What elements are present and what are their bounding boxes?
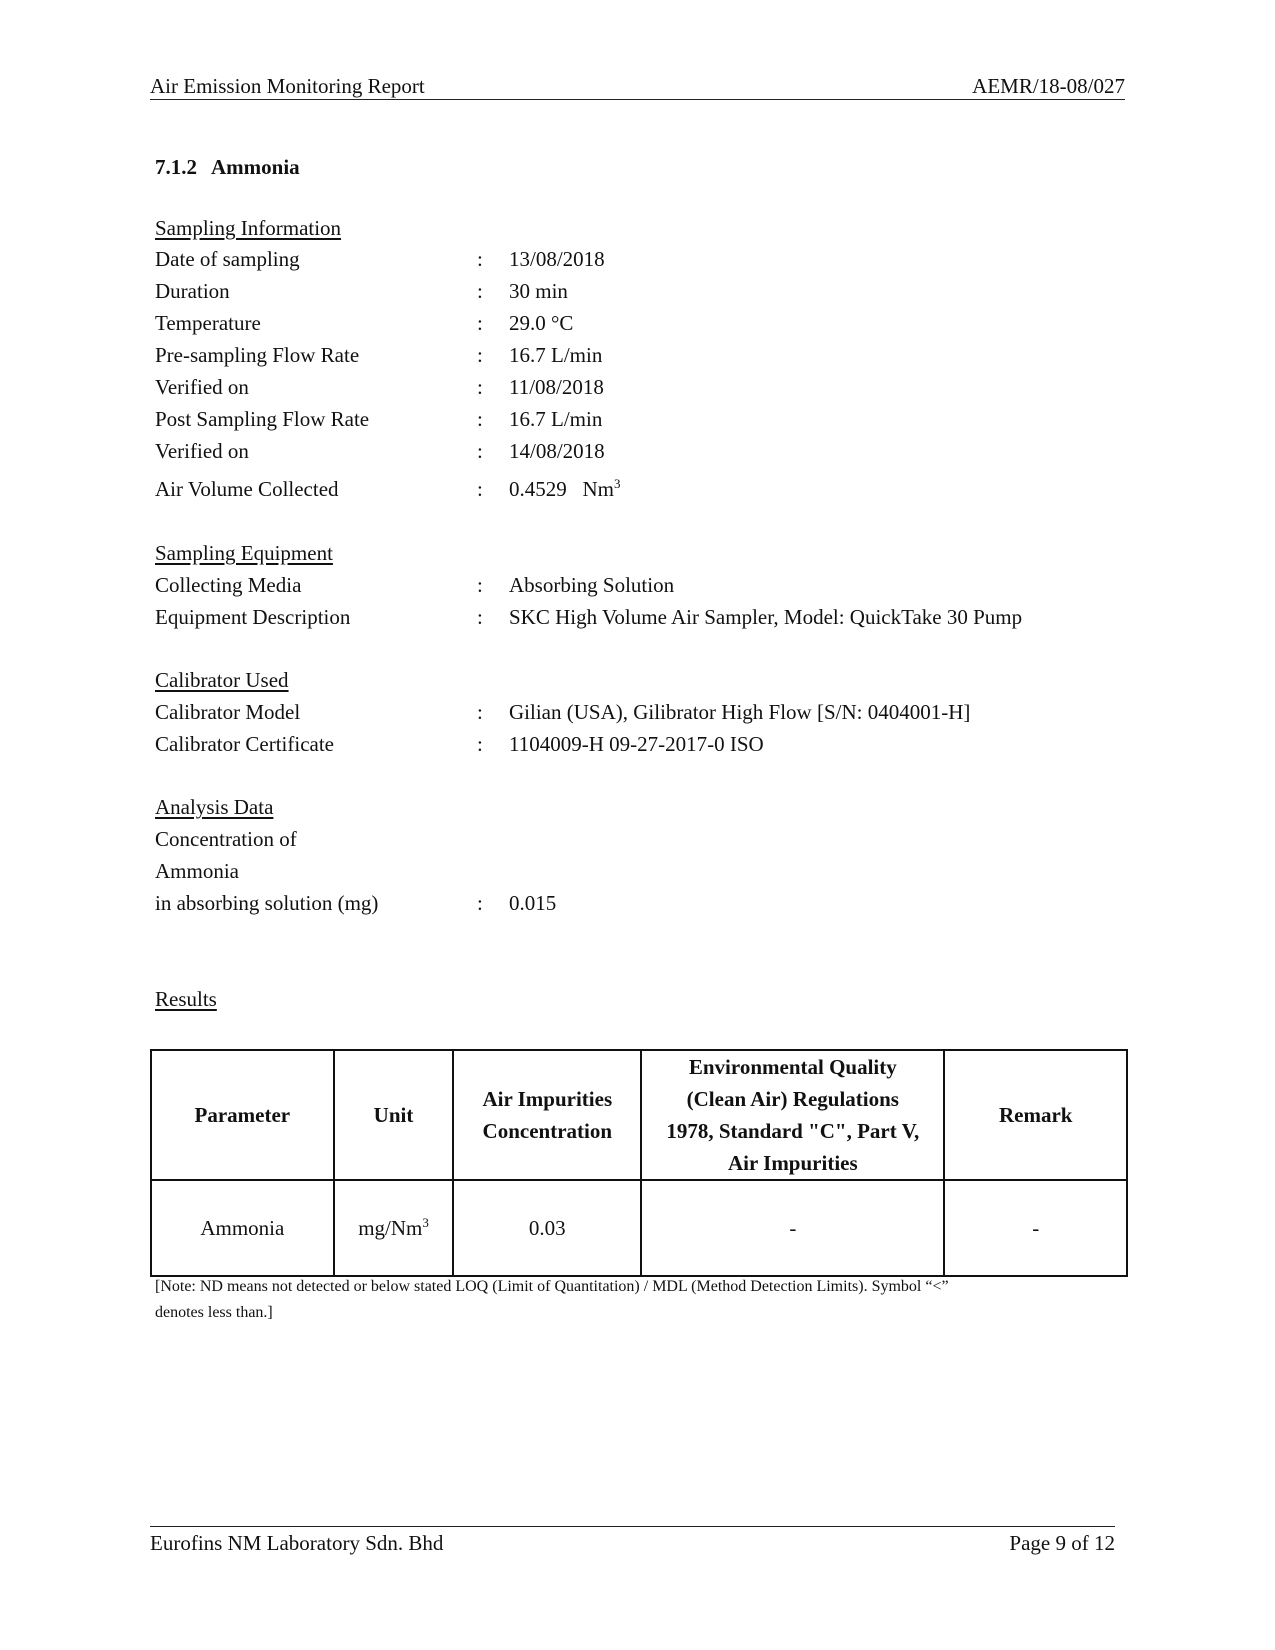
row-label: Verified on: [155, 439, 249, 463]
row-label: Equipment Description: [155, 605, 351, 629]
row-colon: :: [477, 311, 483, 335]
section-name: Ammonia: [211, 155, 300, 179]
calibrator-row-model: [155, 700, 1115, 728]
calibrator-heading: Calibrator Used: [155, 668, 289, 692]
cell-concentration: 0.03: [453, 1180, 641, 1276]
row-colon: :: [477, 279, 483, 303]
results-heading: Results: [155, 987, 217, 1011]
footer-company: Eurofins NM Laboratory Sdn. Bhd: [150, 1531, 444, 1555]
row-label: Collecting Media: [155, 573, 302, 597]
header-standard-line4: Air Impurities: [727, 1151, 858, 1175]
row-label: Calibrator Certificate: [155, 732, 335, 756]
equipment-row-description: [155, 605, 1115, 633]
section-number: 7.1.2: [155, 155, 197, 179]
row-label: Calibrator Model: [155, 700, 301, 724]
analysis-label-line2: [155, 859, 1115, 887]
row-colon: :: [477, 477, 483, 501]
calibrator-row-certificate: [155, 732, 1115, 760]
note-line2: denotes less than.]: [155, 1304, 273, 1321]
row-value: 16.7 L/min: [509, 343, 603, 367]
report-title: Air Emission Monitoring Report: [150, 74, 425, 98]
row-value: [509, 477, 621, 502]
row-label: Temperature: [155, 311, 261, 335]
row-colon: :: [477, 343, 483, 367]
header-concentration-line1: Air Impurities: [482, 1087, 613, 1111]
row-colon: :: [477, 732, 483, 756]
equipment-row-media: [155, 573, 1115, 601]
footer-divider: [150, 1526, 1115, 1527]
header-parameter: Parameter: [151, 1050, 334, 1180]
row-label: Ammonia: [155, 859, 239, 883]
note-line1: [Note: ND means not detected or below stated LOQ (Limit of Quantitation) / MDL (Method Detection Limits). Symbol “<”: [155, 1278, 949, 1295]
cell-unit: [334, 1180, 454, 1276]
row-value: 11/08/2018: [509, 375, 604, 399]
report-reference: AEMR/18-08/027: [972, 74, 1125, 98]
info-row-date: [155, 247, 1115, 275]
header-standard-line3: 1978, Standard "C", Part V,: [666, 1119, 920, 1143]
page-number: Page 9 of 12: [1009, 1531, 1115, 1555]
analysis-heading: Analysis Data: [155, 795, 274, 819]
row-label: Verified on: [155, 375, 249, 399]
header-concentration-line2: Concentration: [482, 1119, 613, 1143]
table-header-row: [151, 1050, 1127, 1180]
cubic-superscript: 3: [614, 476, 621, 491]
row-label: Post Sampling Flow Rate: [155, 407, 370, 431]
row-colon: :: [477, 605, 483, 629]
unit-superscript: 3: [422, 1214, 429, 1230]
header-remark: Remark: [944, 1050, 1127, 1180]
header-divider: [150, 99, 1125, 100]
header-standard-line1: Environmental Quality: [688, 1055, 897, 1079]
info-row-air-volume: [155, 477, 1115, 505]
row-colon: :: [477, 439, 483, 463]
row-colon: :: [477, 407, 483, 431]
section-title: [155, 155, 300, 180]
row-colon: :: [477, 700, 483, 724]
results-note: [155, 1274, 1085, 1326]
row-value: 1104009-H 09-27-2017-0 ISO: [509, 732, 764, 756]
row-value: 0.015: [509, 891, 557, 915]
info-row-verified-pre: [155, 375, 1115, 403]
row-colon: :: [477, 247, 483, 271]
row-label: Pre-sampling Flow Rate: [155, 343, 360, 367]
air-volume-value: 0.4529 Nm: [509, 477, 614, 501]
row-value: 13/08/2018: [509, 247, 605, 271]
row-value: 29.0 °C: [509, 311, 574, 335]
row-label: Air Volume Collected: [155, 477, 339, 501]
cell-remark: -: [944, 1180, 1127, 1276]
analysis-row-concentration: [155, 891, 1115, 919]
info-row-temperature: [155, 311, 1115, 339]
info-row-duration: [155, 279, 1115, 307]
header-concentration: [453, 1050, 641, 1180]
row-label: Concentration of: [155, 827, 297, 851]
analysis-label-line1: [155, 827, 1115, 855]
row-label: Duration: [155, 279, 230, 303]
row-value: SKC High Volume Air Sampler, Model: QuickTake 30 Pump: [509, 605, 1023, 629]
table-row: [151, 1180, 1127, 1276]
results-table: [150, 1049, 1128, 1277]
row-value: 30 min: [509, 279, 568, 303]
sampling-information-heading: Sampling Information: [155, 216, 342, 240]
sampling-equipment-heading: Sampling Equipment: [155, 541, 333, 565]
row-value: Absorbing Solution: [509, 573, 675, 597]
info-row-pre-flow: [155, 343, 1115, 371]
row-value: Gilian (USA), Gilibrator High Flow [S/N: 0404001-H]: [509, 700, 971, 724]
row-label: in absorbing solution (mg): [155, 891, 379, 915]
header-standard-line2: (Clean Air) Regulations: [686, 1087, 899, 1111]
row-colon: :: [477, 375, 483, 399]
row-colon: :: [477, 573, 483, 597]
row-value: 16.7 L/min: [509, 407, 603, 431]
header-unit: Unit: [334, 1050, 454, 1180]
cell-standard: -: [641, 1180, 944, 1276]
row-value: 14/08/2018: [509, 439, 605, 463]
header-standard: [641, 1050, 944, 1180]
row-colon: :: [477, 891, 483, 915]
unit-text: mg/Nm: [358, 1215, 423, 1240]
row-label: Date of sampling: [155, 247, 300, 271]
cell-parameter: Ammonia: [151, 1180, 334, 1276]
info-row-post-flow: [155, 407, 1115, 435]
info-row-verified-post: [155, 439, 1115, 467]
